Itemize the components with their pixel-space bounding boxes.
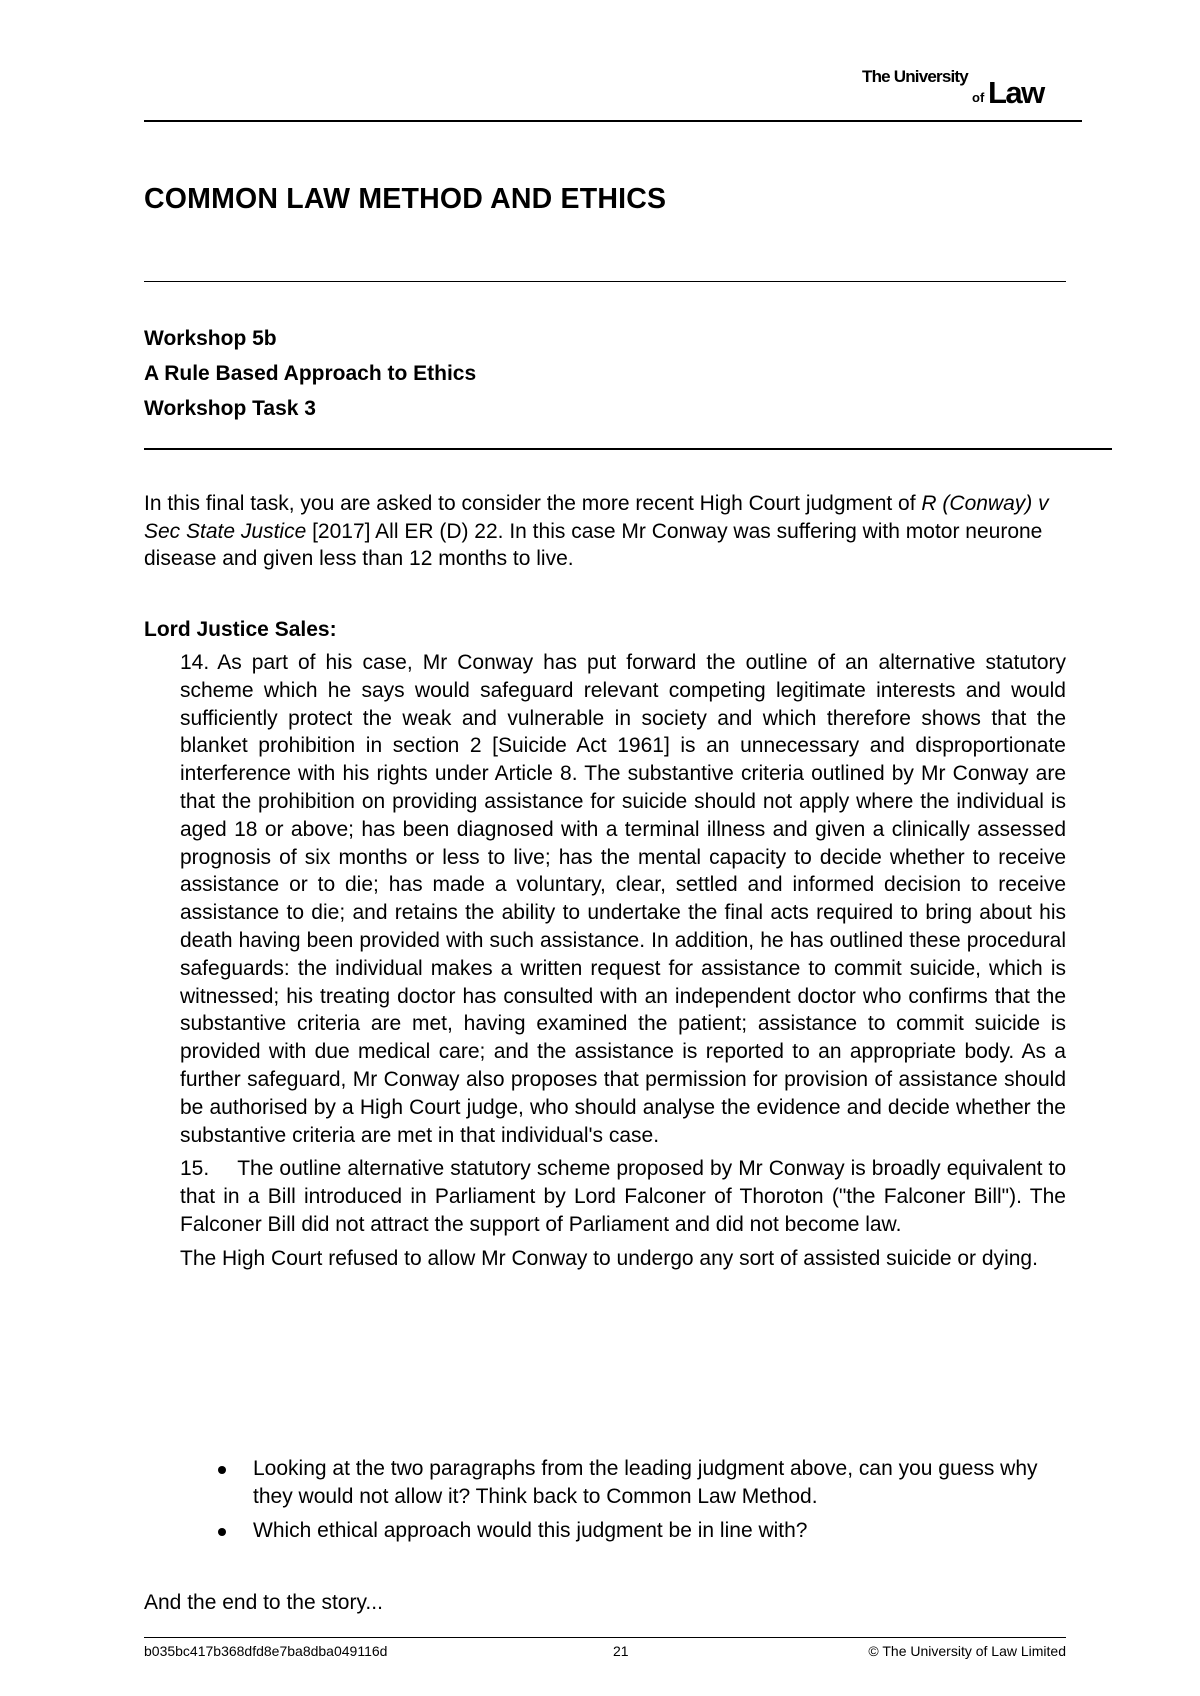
- judgment-paragraph-14: [180, 649, 1066, 1149]
- intro-text-before-case: In this final task, you are asked to consider the more recent High Court judgment of: [144, 492, 922, 515]
- judgment-paragraph-15: [180, 1155, 1066, 1238]
- workshop-number: Workshop 5b: [144, 327, 277, 350]
- heading-divider: [144, 448, 1112, 450]
- svg-text:of: of: [972, 90, 985, 105]
- copyright-notice: © The University of Law Limited: [868, 1643, 1066, 1659]
- question-item: [218, 1455, 1068, 1511]
- page-footer: [144, 1641, 1066, 1661]
- paragraph-number: 14.: [180, 651, 210, 674]
- workshop-heading: [144, 321, 476, 426]
- workshop-task: Workshop Task 3: [144, 397, 316, 420]
- footer-divider: [144, 1637, 1066, 1638]
- document-title: COMMON LAW METHOD AND ETHICS: [144, 183, 667, 215]
- university-of-law-logo: [862, 66, 1072, 106]
- document-id: b035bc417b368dfd8e7ba8dba049116d: [144, 1643, 388, 1659]
- judgment-extract: [180, 649, 1066, 1279]
- case-name: R (Conway) v Sec State Justice: [144, 492, 1049, 543]
- header-divider: [144, 120, 1082, 122]
- workshop-topic: A Rule Based Approach to Ethics: [144, 362, 477, 385]
- svg-text:Law: Law: [988, 75, 1044, 106]
- paragraph-text: As part of his case, Mr Conway has put forward the outline of an alternative statutory scheme which he says would safeguard relevant competing legitimate interests and would sufficiently protect the weak and vulnerable in society and which therefore shows that the blanket prohibition in section 2 [Suicide Act 1961] is an unnecessary and disproportionate interference with his rights under Article 8. The substantive criteria outlined by Mr Conway are that the prohibition on providing assistance for suicide should not apply where the individual is aged 18 or above; has been diagnosed with a terminal illness and given a clinically assessed prognosis of six months or less to live; has the mental capacity to decide whether to receive assistance or to die; has made a voluntary, clear, settled and informed decision to receive assistance to die; and retains the ability to undertake the final acts required to bring about his death having been provided with such assistance. In addition, he has outlined these procedural safeguards: the individual makes a written request for assistance to commit suicide, which is witnessed; his treating doctor has consulted with an independent doctor who confirms that the substantive criteria are met, having examined the patient; assistance to commit suicide is provided with due medical care; and the assistance is reported to an appropriate body. As a further safeguard, Mr Conway also proposes that permission for provision of assistance should be authorised by a High Court judge, who should analyse the evidence and decide whether the substantive criteria are met in that individual's case.: [180, 651, 1066, 1147]
- question-item: [218, 1517, 1068, 1545]
- closing-line: And the end to the story...: [144, 1591, 383, 1614]
- intro-paragraph: [144, 490, 1066, 573]
- paragraph-text: The outline alternative statutory scheme proposed by Mr Conway is broadly equivalent to that in a Bill introduced in Parliament by Lord Falconer of Thoroton ("the Falconer Bill"). The Falconer Bill did not attract the support of Parliament and did not become law.: [180, 1157, 1066, 1236]
- bullet-icon: [218, 1528, 226, 1536]
- question-list: [218, 1455, 1068, 1550]
- speaker-heading: Lord Justice Sales:: [144, 618, 337, 641]
- question-text: Looking at the two paragraphs from the leading judgment above, can you guess why they would not allow it? Think back to Common Law Method.: [253, 1457, 1038, 1508]
- outcome-paragraph: The High Court refused to allow Mr Conway to undergo any sort of assisted suicide or dying.: [180, 1246, 1038, 1270]
- title-divider: [144, 281, 1066, 282]
- question-text: Which ethical approach would this judgment be in line with?: [253, 1518, 808, 1542]
- svg-text:The University: The University: [862, 67, 968, 86]
- paragraph-number: 15.: [180, 1157, 210, 1181]
- intro-text-after-case: [2017] All ER (D) 22. In this case Mr Conway was suffering with motor neurone disease and given less than 12 months to live.: [144, 519, 1043, 570]
- bullet-icon: [218, 1466, 226, 1474]
- page-number: 21: [613, 1643, 629, 1659]
